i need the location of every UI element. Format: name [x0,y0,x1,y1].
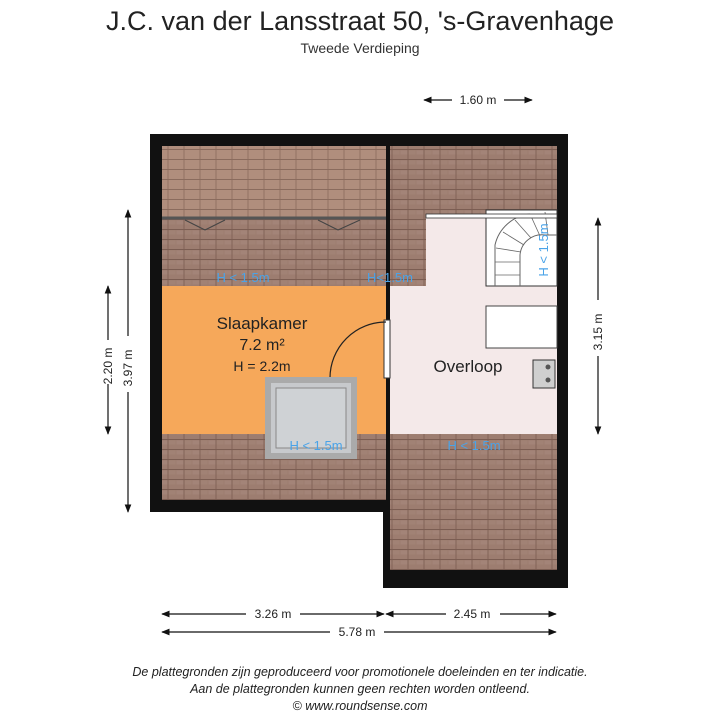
partition-wall-lower [383,500,390,588]
height-label-right-lower: H < 1.5m [447,438,501,453]
page-title: J.C. van der Lansstraat 50, 's-Gravenhage [106,6,614,36]
dimension-bottom-left [162,607,384,621]
height-label-left-upper: H < 1.5m [216,270,270,285]
technical-unit-knob-2 [546,378,551,383]
roof-left-top [162,146,388,218]
dimension-left-outer-label: 3.97 m [121,349,135,387]
dimension-bottom-right [386,607,556,621]
disclaimer-footer [0,664,720,715]
storage-block [486,306,557,348]
disclaimer-line-2: Aan de plattegronden kunnen geen rechten worden ontleend. [190,682,530,696]
dimension-bottom-total-label: 5.78 m [338,625,376,639]
dimension-bottom-left-label: 3.26 m [254,607,292,621]
technical-unit-knob [546,365,551,370]
slaapkamer-name: Slaapkamer [216,314,308,333]
dimension-bottom-right-label: 2.45 m [453,607,491,621]
height-label-stairs: H < 1.5m [536,223,551,277]
dimension-top [424,93,532,107]
dimension-top-label: 1.60 m [459,93,497,107]
height-label-hatch: H < 1.5m [289,438,343,453]
height-label-middle-upper: H<1.5m [367,270,413,285]
slaapkamer-area: 7.2 m² [239,337,285,354]
stair-railing [426,214,557,218]
dimension-left-inner-label: 2.20 m [101,347,115,385]
copyright-line: © www.roundsense.com [292,699,428,713]
dimension-right [591,218,605,434]
roof-left-slope [162,218,388,286]
bedroom-door[interactable] [384,320,390,378]
technical-unit [533,360,555,388]
overloop-name: Overloop [433,357,503,376]
dimension-bottom-total [162,625,556,639]
dimension-left-inner [101,286,115,434]
disclaimer-line-1: De plattegronden zijn geproduceerd voor promotionele doeleinden en ter indicatie. [132,665,588,679]
floor-subtitle: Tweede Verdieping [300,40,420,56]
slaapkamer-height: H = 2.2m [233,358,291,374]
dimension-right-label: 3.15 m [591,313,605,351]
dimension-left-outer [121,210,135,512]
roof-right-bottom [390,434,557,570]
